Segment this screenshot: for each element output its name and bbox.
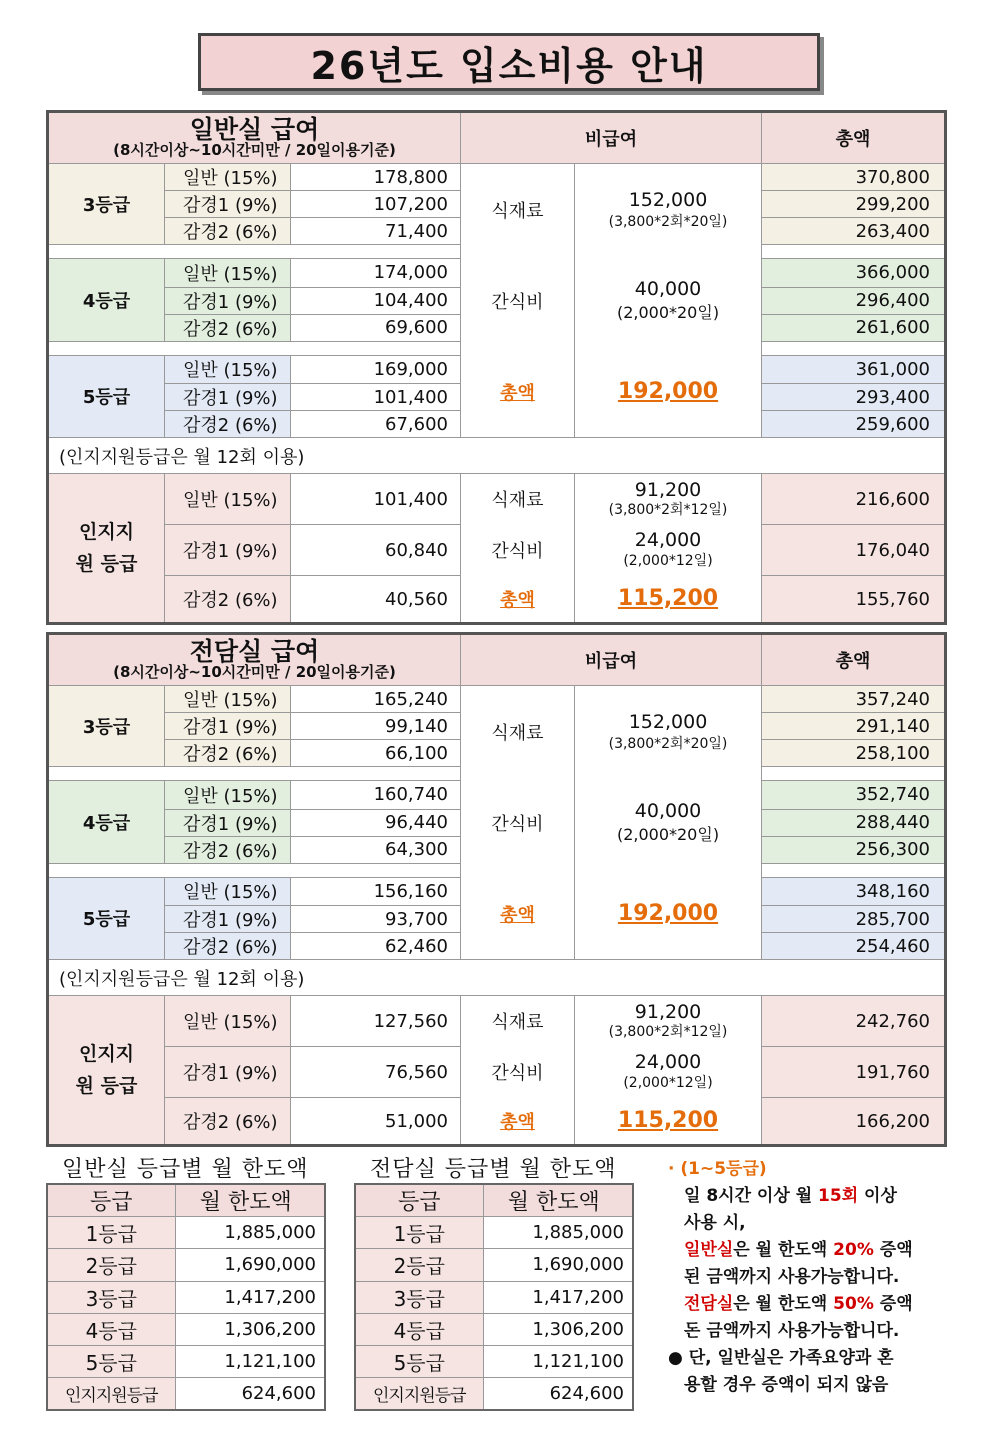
reduction-type: 감경2 (6%): [165, 314, 291, 341]
copay-amount: 174,000: [291, 259, 461, 288]
side-note-highlight: 일반실: [684, 1240, 734, 1260]
food-value: 91,200: [634, 478, 702, 501]
total-amount: 256,300: [762, 836, 946, 863]
dedicated-limit-table: [354, 1183, 634, 1411]
limit-amount: 1,417,200: [175, 1281, 325, 1313]
nonpay-total-label: 총액: [500, 904, 535, 926]
total-amount: 370,800: [762, 164, 946, 191]
copay-amount: 101,400: [291, 474, 461, 525]
limit-grade: 1등급: [355, 1217, 483, 1249]
food-label: 식재료: [491, 1012, 544, 1034]
side-note-highlight: 15회: [818, 1186, 859, 1206]
nonpay-values: [575, 164, 762, 438]
copay-amount: 165,240: [291, 686, 461, 713]
row-gap: [48, 245, 461, 259]
snack-label: [461, 525, 575, 576]
reduction-type: 감경1 (9%): [165, 191, 291, 218]
reduction-type: 감경2 (6%): [165, 576, 291, 624]
table-row: [355, 1313, 633, 1345]
table-row: [47, 1281, 325, 1313]
food-note: (3,800*2회*20일): [608, 213, 728, 230]
snack-label: 간식비: [491, 813, 544, 835]
grade-label: 4등급: [48, 259, 165, 342]
table-row: [47, 1378, 325, 1410]
total-amount: 261,600: [762, 314, 946, 341]
side-note-text: 은 월 한도액: [733, 1294, 834, 1314]
snack-value: 24,000: [634, 1051, 702, 1074]
dedicated-limit-title: 전담실 등급별 월 한도액: [370, 1157, 617, 1182]
limit-col-grade: 등급: [47, 1184, 175, 1217]
table-row: [47, 1346, 325, 1378]
total-label: [461, 576, 575, 624]
side-note-text: ● 단, 일반실은 가족요양과 혼: [668, 1348, 894, 1368]
snack-label: 간식비: [491, 1063, 544, 1084]
food-label: [461, 996, 575, 1047]
side-note-text: 돈 금액까지 사용가능합니다.: [684, 1321, 900, 1341]
snack-value: 40,000: [634, 278, 702, 300]
reduction-type: 감경1 (9%): [165, 384, 291, 411]
total-amount: 258,100: [762, 740, 946, 767]
snack-value: 24,000: [634, 529, 702, 552]
table-row: [48, 1098, 946, 1146]
food-value: [575, 474, 762, 525]
total-header: 총액: [762, 634, 946, 686]
row-gap: [48, 341, 461, 355]
nonpay-header: 비급여: [461, 634, 762, 686]
copay-amount: 99,140: [291, 713, 461, 740]
side-note-text: 은 월 한도액: [733, 1240, 834, 1260]
reduction-type: 일반 (15%): [165, 259, 291, 288]
table-row: [48, 474, 946, 525]
nonpay-labels: [461, 686, 575, 960]
food-note: (3,800*2회*20일): [608, 735, 728, 752]
reduction-type: 일반 (15%): [165, 164, 291, 191]
side-note-text: 이상: [858, 1186, 897, 1206]
grade-label: 3등급: [48, 164, 165, 245]
nonpay-total-label: 총액: [500, 382, 535, 404]
limit-grade: 1등급: [47, 1217, 175, 1249]
row-gap: [48, 767, 461, 781]
copay-amount: 67,600: [291, 411, 461, 438]
total-label: 총액: [500, 1111, 535, 1133]
copay-amount: 107,200: [291, 191, 461, 218]
food-value: 152,000: [628, 188, 708, 211]
snack-label: 간식비: [491, 291, 544, 313]
snack-note: (2,000*12일): [623, 1075, 713, 1092]
grade-label: 5등급: [48, 355, 165, 438]
total-amount: 288,440: [762, 809, 946, 836]
table-row: [48, 525, 946, 576]
total-amount: 176,040: [762, 525, 946, 576]
reduction-type: 일반 (15%): [165, 996, 291, 1047]
copay-amount: 62,460: [291, 933, 461, 960]
total-amount: 254,460: [762, 933, 946, 960]
side-note-highlight: 50%: [833, 1294, 874, 1314]
table-row: [355, 1281, 633, 1313]
row-gap: [762, 863, 946, 877]
reduction-type: 감경1 (9%): [165, 809, 291, 836]
limit-col-amount: 월 한도액: [175, 1184, 325, 1217]
total-value: 115,200: [617, 586, 719, 611]
reduction-type: 일반 (15%): [165, 686, 291, 713]
snack-note: (2,000*12일): [623, 553, 713, 570]
copay-amount: 69,600: [291, 314, 461, 341]
total-amount: 216,600: [762, 474, 946, 525]
total-amount: 299,200: [762, 191, 946, 218]
reduction-type: 일반 (15%): [165, 877, 291, 906]
nonpay-header: 비급여: [461, 112, 762, 164]
grade-label: 3등급: [48, 686, 165, 767]
limit-amount: 1,306,200: [483, 1313, 633, 1345]
snack-value: [575, 1047, 762, 1098]
limit-amount: 1,417,200: [483, 1281, 633, 1313]
table-row: [48, 686, 946, 713]
limit-grade: 5등급: [355, 1346, 483, 1378]
table-row: [47, 1249, 325, 1281]
limit-amount: 1,121,100: [175, 1346, 325, 1378]
total-amount: 242,760: [762, 996, 946, 1047]
reduction-type: 감경1 (9%): [165, 906, 291, 933]
nonpay-total-value: 192,000: [617, 379, 719, 404]
table-header-main: [48, 112, 461, 164]
side-note: [668, 1156, 958, 1399]
copay-amount: 160,740: [291, 781, 461, 810]
limit-amount: 624,600: [175, 1378, 325, 1410]
section-title: 일반실 급여: [189, 115, 320, 144]
side-note-text: 증액: [873, 1294, 913, 1314]
reduction-type: 감경2 (6%): [165, 1098, 291, 1146]
side-note-highlight: 20%: [833, 1240, 874, 1260]
limit-grade: 인지지원등급: [355, 1378, 483, 1410]
snack-note: (2,000*20일): [616, 825, 720, 844]
reduction-type: 감경2 (6%): [165, 740, 291, 767]
copay-amount: 51,000: [291, 1098, 461, 1146]
copay-amount: 64,300: [291, 836, 461, 863]
limit-col-amount: 월 한도액: [483, 1184, 633, 1217]
total-label: 총액: [500, 589, 535, 611]
limit-grade: 5등급: [47, 1346, 175, 1378]
reduction-type: 감경1 (9%): [165, 287, 291, 314]
grade-label: 5등급: [48, 877, 165, 960]
limit-amount: 1,690,000: [483, 1249, 633, 1281]
total-value: [575, 1098, 762, 1146]
row-gap: [762, 245, 946, 259]
limit-amount: 624,600: [483, 1378, 633, 1410]
table-row: [48, 1047, 946, 1098]
row-gap: [48, 863, 461, 877]
total-label: [461, 1098, 575, 1146]
table-row: [47, 1313, 325, 1345]
cognitive-grade-note: (인지지원등급은 월 12회 이용): [48, 438, 946, 474]
cognitive-grade-note: (인지지원등급은 월 12회 이용): [48, 960, 946, 996]
side-note-text: 일 8시간 이상 월: [684, 1186, 819, 1206]
side-note-text: 된 금액까지 사용가능합니다.: [684, 1267, 900, 1287]
table-row: [48, 576, 946, 624]
grade-label: 인지지원 등급: [48, 474, 165, 624]
limit-amount: 1,885,000: [483, 1217, 633, 1249]
page-title: 26년도 입소비용 안내: [198, 33, 820, 91]
table-row: [355, 1378, 633, 1410]
total-amount: 361,000: [762, 355, 946, 384]
side-note-text: 사용 시,: [684, 1213, 746, 1233]
total-value: [575, 576, 762, 624]
total-amount: 191,760: [762, 1047, 946, 1098]
table-row: [47, 1217, 325, 1249]
reduction-type: 일반 (15%): [165, 474, 291, 525]
food-label: 식재료: [491, 490, 544, 512]
limit-grade: 4등급: [47, 1313, 175, 1345]
total-header: 총액: [762, 112, 946, 164]
table-row: [48, 996, 946, 1047]
food-note: (3,800*2회*12일): [608, 1024, 728, 1041]
copay-amount: 96,440: [291, 809, 461, 836]
food-label: [461, 474, 575, 525]
total-amount: 155,760: [762, 576, 946, 624]
table-row: [355, 1346, 633, 1378]
reduction-type: 감경1 (9%): [165, 713, 291, 740]
snack-label: 간식비: [491, 541, 544, 562]
general-limit-table: [46, 1183, 326, 1411]
copay-amount: 104,400: [291, 287, 461, 314]
snack-note: (2,000*20일): [616, 303, 720, 322]
copay-amount: 66,100: [291, 740, 461, 767]
grade-label: 인지지원 등급: [48, 996, 165, 1146]
copay-amount: 178,800: [291, 164, 461, 191]
side-note-highlight: 전담실: [684, 1294, 734, 1314]
reduction-type: 일반 (15%): [165, 781, 291, 810]
limit-amount: 1,690,000: [175, 1249, 325, 1281]
limit-amount: 1,885,000: [175, 1217, 325, 1249]
table-row: [355, 1249, 633, 1281]
copay-amount: 156,160: [291, 877, 461, 906]
side-note-bullet: · (1~5등급): [668, 1159, 767, 1179]
total-amount: 348,160: [762, 877, 946, 906]
section-subtitle: (8시간이상~10시간미만 / 20일이용기준): [113, 663, 396, 682]
total-amount: 357,240: [762, 686, 946, 713]
reduction-type: 감경1 (9%): [165, 1047, 291, 1098]
reduction-type: 감경2 (6%): [165, 933, 291, 960]
total-amount: 366,000: [762, 259, 946, 288]
total-amount: 291,140: [762, 713, 946, 740]
copay-amount: 169,000: [291, 355, 461, 384]
total-amount: 263,400: [762, 218, 946, 245]
limit-grade: 3등급: [47, 1281, 175, 1313]
snack-label: [461, 1047, 575, 1098]
section-title: 전담실 급여: [189, 637, 320, 666]
total-amount: 259,600: [762, 411, 946, 438]
food-value: 152,000: [628, 710, 708, 733]
row-gap: [762, 341, 946, 355]
food-value: [575, 996, 762, 1047]
copay-amount: 76,560: [291, 1047, 461, 1098]
total-amount: 352,740: [762, 781, 946, 810]
section-subtitle: (8시간이상~10시간미만 / 20일이용기준): [113, 141, 396, 160]
general-room-fee-table: [46, 110, 947, 625]
limit-grade: 2등급: [355, 1249, 483, 1281]
table-row: [355, 1217, 633, 1249]
total-amount: 293,400: [762, 384, 946, 411]
general-limit-title: 일반실 등급별 월 한도액: [62, 1157, 309, 1182]
copay-amount: 40,560: [291, 576, 461, 624]
table-header-main: [48, 634, 461, 686]
food-note: (3,800*2회*12일): [608, 502, 728, 519]
reduction-type: 일반 (15%): [165, 355, 291, 384]
limit-amount: 1,306,200: [175, 1313, 325, 1345]
copay-amount: 101,400: [291, 384, 461, 411]
total-amount: 285,700: [762, 906, 946, 933]
table-row: [48, 164, 946, 191]
limit-col-grade: 등급: [355, 1184, 483, 1217]
food-label: 식재료: [491, 200, 544, 222]
copay-amount: 93,700: [291, 906, 461, 933]
dedicated-room-fee-table: [46, 632, 947, 1147]
reduction-type: 감경2 (6%): [165, 218, 291, 245]
limit-grade: 인지지원등급: [47, 1378, 175, 1410]
copay-amount: 127,560: [291, 996, 461, 1047]
grade-label: 4등급: [48, 781, 165, 864]
nonpay-labels: [461, 164, 575, 438]
side-note-text: 용할 경우 증액이 되지 않음: [684, 1375, 889, 1395]
limit-grade: 3등급: [355, 1281, 483, 1313]
reduction-type: 감경2 (6%): [165, 411, 291, 438]
copay-amount: 71,400: [291, 218, 461, 245]
total-value: 115,200: [617, 1108, 719, 1133]
limit-amount: 1,121,100: [483, 1346, 633, 1378]
nonpay-values: [575, 686, 762, 960]
copay-amount: 60,840: [291, 525, 461, 576]
reduction-type: 감경1 (9%): [165, 525, 291, 576]
food-value: 91,200: [634, 1000, 702, 1023]
snack-value: [575, 525, 762, 576]
nonpay-total-value: 192,000: [617, 901, 719, 926]
total-amount: 296,400: [762, 287, 946, 314]
total-amount: 166,200: [762, 1098, 946, 1146]
food-label: 식재료: [491, 722, 544, 744]
limit-grade: 4등급: [355, 1313, 483, 1345]
reduction-type: 감경2 (6%): [165, 836, 291, 863]
row-gap: [762, 767, 946, 781]
snack-value: 40,000: [634, 800, 702, 822]
limit-grade: 2등급: [47, 1249, 175, 1281]
side-note-text: 증액: [873, 1240, 913, 1260]
